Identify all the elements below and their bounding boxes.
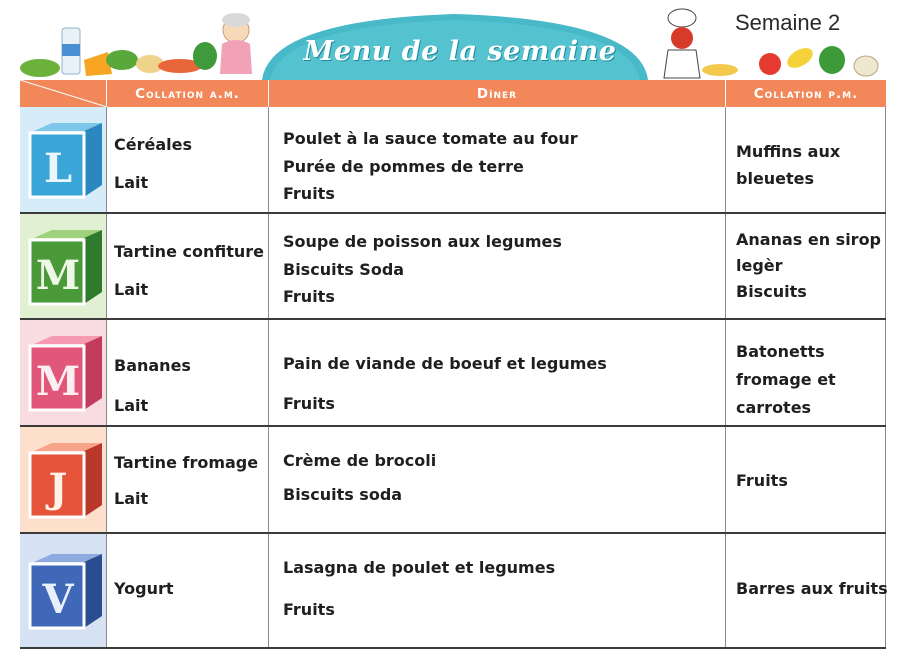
pm-snack-cell — [726, 214, 886, 318]
block-letter: M — [35, 251, 81, 299]
block-letter: M — [35, 357, 81, 405]
diner-cell — [269, 427, 726, 532]
diner-item: Biscuits Soda — [283, 260, 405, 279]
page-title: Menu de la semaine — [303, 36, 617, 67]
diner-item: Soupe de poisson aux legumes — [283, 232, 562, 251]
pm-item: legèr — [736, 256, 783, 275]
day-row — [20, 320, 886, 427]
diner-cell — [269, 107, 726, 212]
diner-item: Crème de brocoli — [283, 451, 437, 470]
diner-cell — [269, 534, 726, 647]
diner-item: Pain de viande de boeuf et legumes — [283, 354, 607, 373]
pm-item: Fruits — [736, 471, 788, 490]
letter-block-V — [26, 552, 104, 632]
pm-item: Barres aux fruits — [736, 579, 888, 598]
am-item: Lait — [114, 173, 149, 192]
letter-block-J — [26, 441, 104, 521]
diner-item: Purée de pommes de terre — [283, 157, 524, 176]
diner-item: Fruits — [283, 287, 335, 306]
pm-snack-cell — [726, 427, 886, 532]
am-snack-cell — [107, 320, 269, 425]
diner-item: Fruits — [283, 600, 335, 619]
pm-snack-cell — [726, 534, 886, 647]
am-item: Tartine fromage — [114, 453, 259, 472]
pm-item: Ananas en sirop — [736, 230, 882, 249]
am-snack-cell — [107, 427, 269, 532]
diner-item: Lasagna de poulet et legumes — [283, 558, 556, 577]
diner-item: Poulet à la sauce tomate au four — [283, 129, 578, 148]
column-header-pm: Collation p.m. — [726, 80, 886, 107]
pm-item: bleuetes — [736, 169, 815, 188]
column-header-am: Collation a.m. — [107, 80, 269, 107]
day-block-cell — [20, 214, 107, 318]
pm-item: fromage et — [736, 370, 836, 389]
am-item: Lait — [114, 489, 149, 508]
diner-cell — [269, 320, 726, 425]
day-block-cell — [20, 320, 107, 425]
block-letter: J — [48, 464, 68, 512]
corner-header — [20, 80, 107, 107]
diner-item: Biscuits soda — [283, 485, 403, 504]
letter-block-L — [26, 121, 104, 201]
block-letter: L — [43, 144, 73, 192]
pm-item: Biscuits — [736, 282, 807, 301]
letter-block-M — [26, 228, 104, 308]
day-row — [20, 534, 886, 649]
pm-item: Muffins aux — [736, 142, 841, 161]
day-row — [20, 107, 886, 214]
am-snack-cell — [107, 107, 269, 212]
pm-snack-cell — [726, 320, 886, 425]
left-food-illustration — [20, 13, 252, 77]
day-row — [20, 427, 886, 534]
diner-cell — [269, 214, 726, 318]
am-item: Tartine confiture — [114, 242, 264, 261]
day-block-cell — [20, 427, 107, 532]
am-snack-cell — [107, 534, 269, 647]
am-snack-cell — [107, 214, 269, 318]
week-label: Semaine 2 — [735, 10, 841, 35]
day-block-cell — [20, 107, 107, 212]
letter-block-M — [26, 334, 104, 414]
day-row — [20, 214, 886, 320]
pm-item: Batonetts — [736, 342, 825, 361]
day-block-cell — [20, 534, 107, 647]
column-header-diner: Dîner — [269, 80, 726, 107]
am-item: Bananes — [114, 356, 191, 375]
am-item: Lait — [114, 280, 149, 299]
corner-divider — [20, 80, 106, 107]
am-item: Yogurt — [114, 579, 174, 598]
diner-item: Fruits — [283, 184, 335, 203]
block-letter: V — [42, 575, 74, 623]
pm-item: carrotes — [736, 398, 812, 417]
diner-item: Fruits — [283, 394, 335, 413]
am-item: Céréales — [114, 135, 192, 154]
pm-snack-cell — [726, 107, 886, 212]
am-item: Lait — [114, 396, 149, 415]
menu-header — [0, 0, 905, 82]
